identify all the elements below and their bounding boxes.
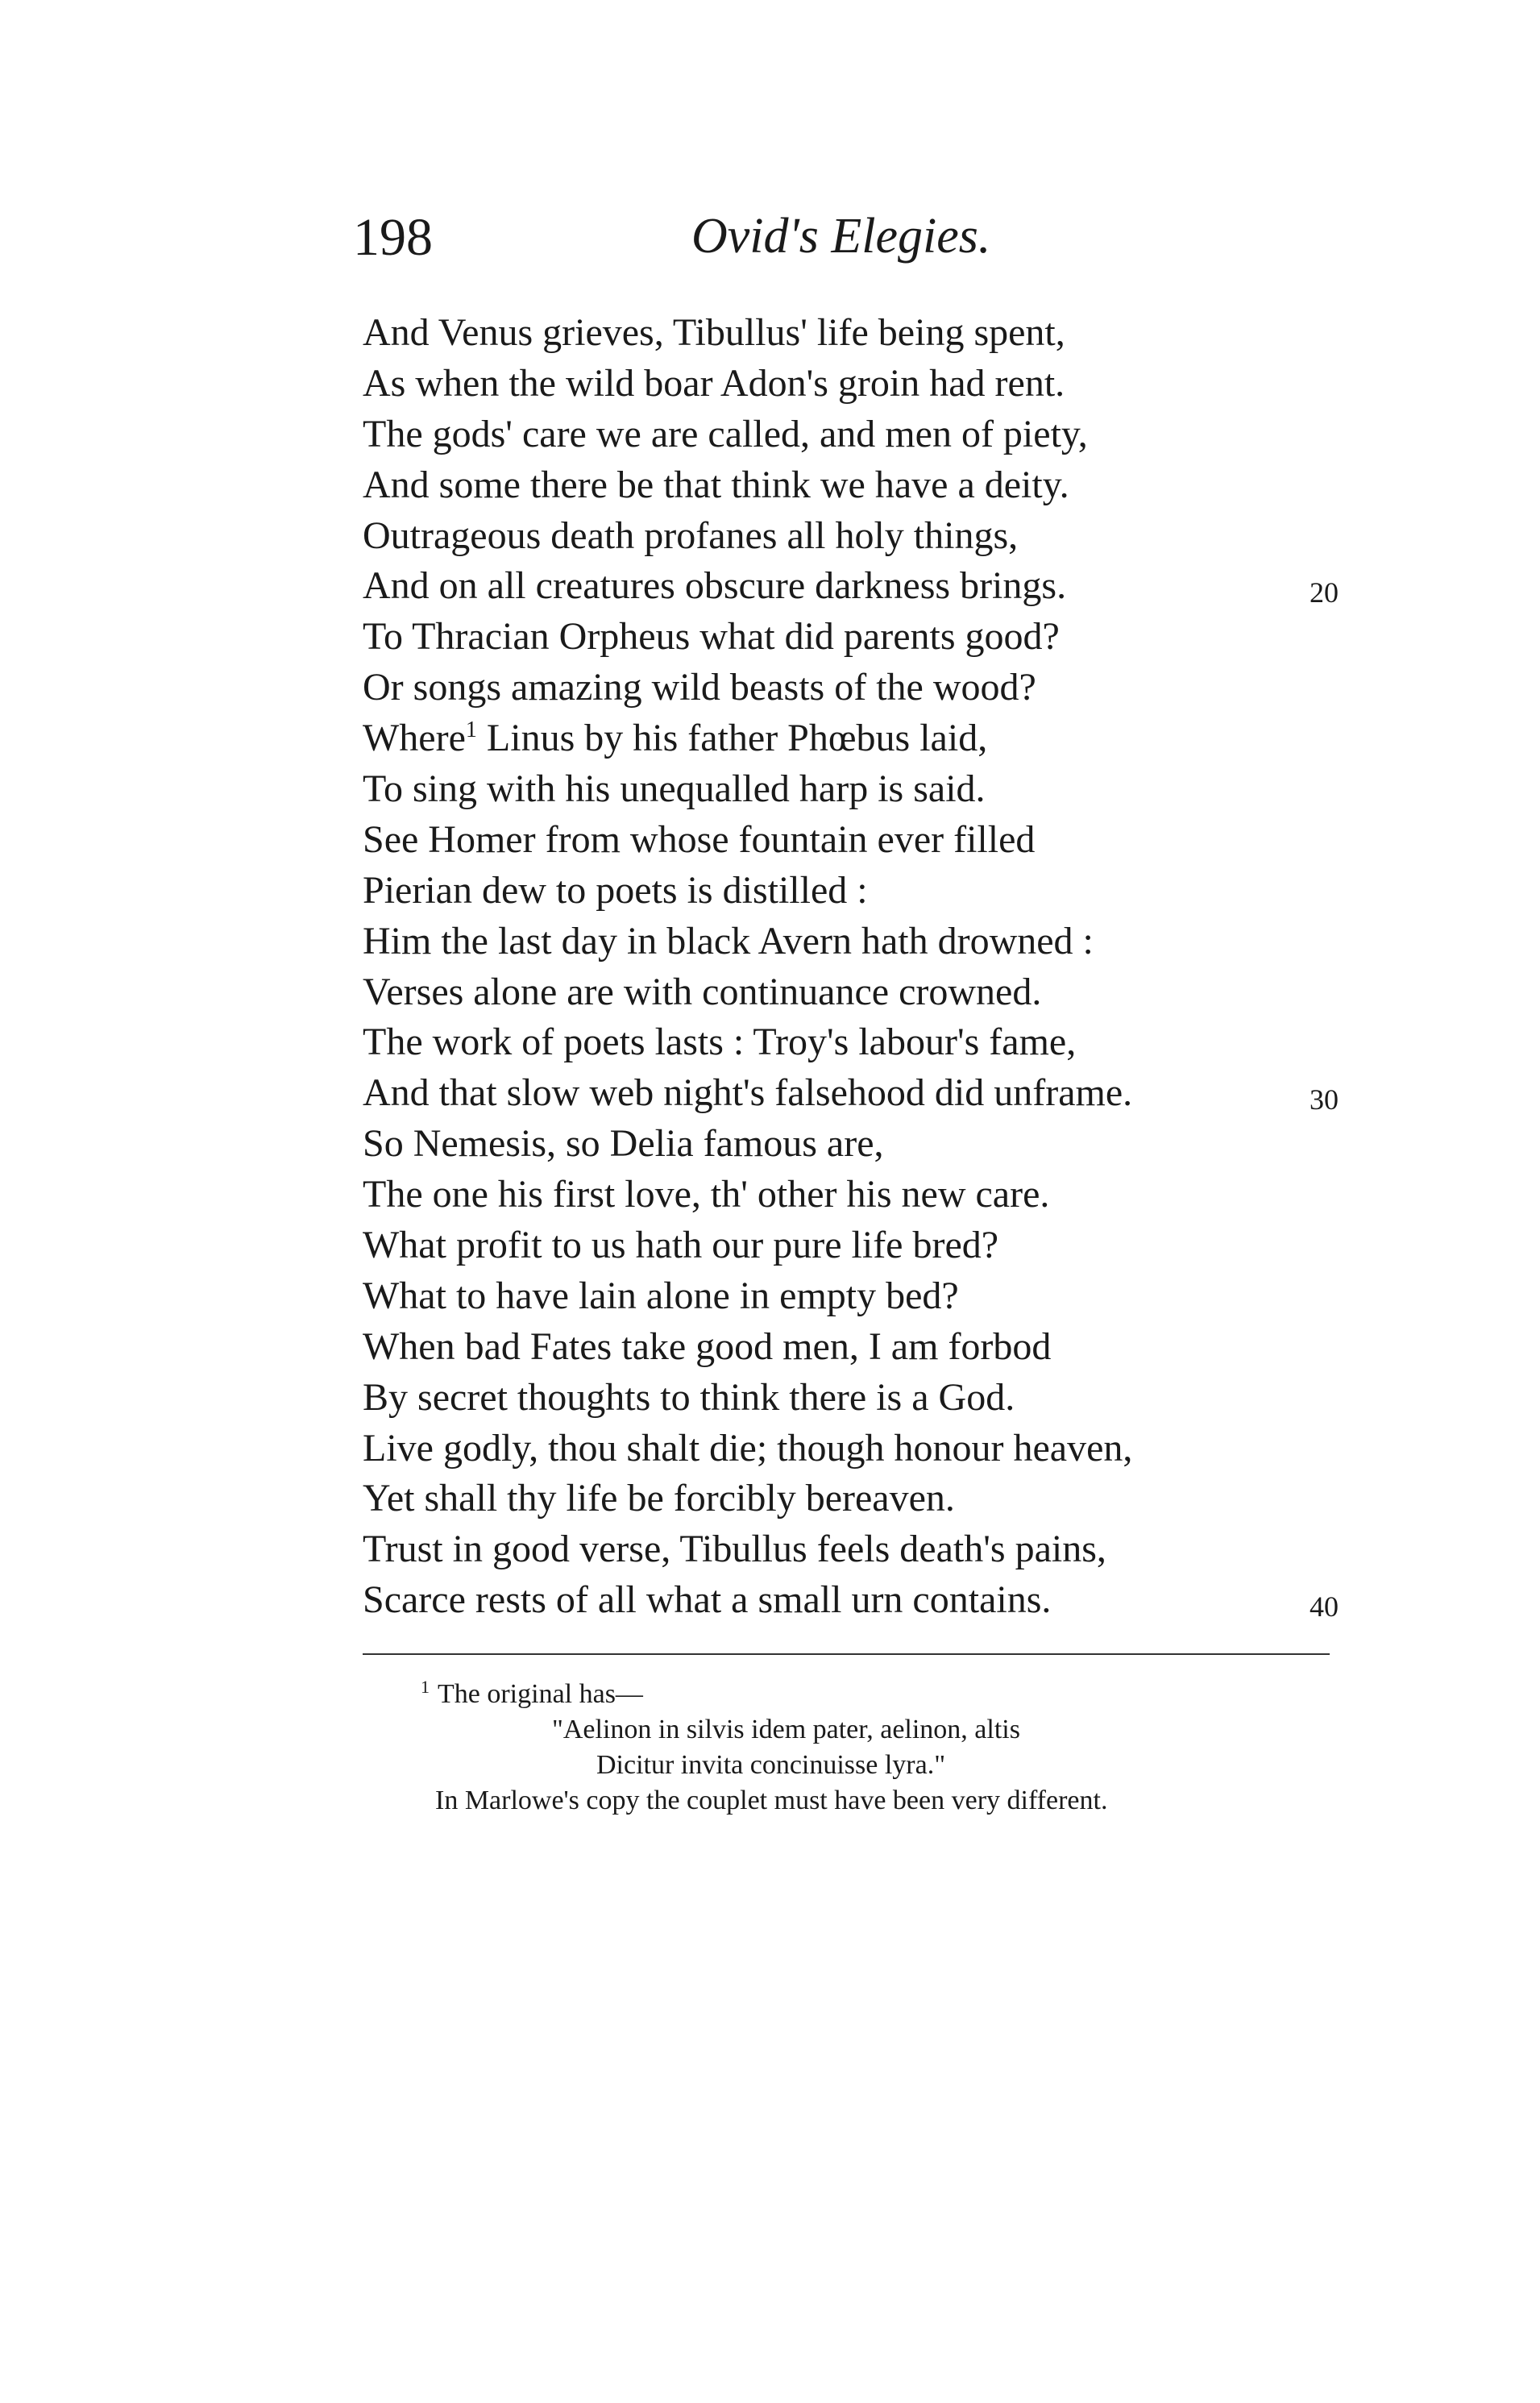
poem-line — [363, 866, 1410, 917]
poem-line-text: The one his first love, th' other his new care. — [363, 1173, 1050, 1216]
poem-line-text: Where — [363, 717, 466, 760]
footnote-divider — [363, 1653, 1330, 1655]
poem-line — [363, 1271, 1410, 1322]
poem-line — [363, 1220, 1410, 1271]
line-number-40: 40 — [1310, 1590, 1339, 1623]
poem-line — [363, 359, 1410, 410]
poem-line — [363, 1373, 1410, 1424]
poem-line — [363, 460, 1410, 511]
poem-line — [363, 764, 1410, 815]
poem-line — [363, 1170, 1410, 1220]
poem-line-text: By secret thoughts to think there is a God. — [363, 1375, 1015, 1419]
poem-line-text-continued: Linus by his father Phœbus laid, — [476, 717, 988, 760]
line-number-30: 30 — [1310, 1083, 1339, 1116]
poem-line — [363, 1322, 1410, 1373]
poem-line — [363, 410, 1410, 460]
poem-line — [363, 713, 1410, 764]
poem-line-text: What to have lain alone in empty bed? — [363, 1274, 959, 1317]
poem-line-text: Verses alone are with continuance crowned. — [363, 970, 1042, 1013]
footnote-comment: In Marlowe's copy the couplet must have been very different. — [435, 1786, 1108, 1815]
poem-line-text: Or songs amazing wild beasts of the wood? — [363, 666, 1036, 709]
poem-line-text: And on all creatures obscure darkness brings. — [363, 564, 1067, 608]
poem-line-text: So Nemesis, so Delia famous are, — [363, 1122, 884, 1166]
running-title: Ovid's Elegies. — [691, 209, 991, 264]
poem-line — [363, 967, 1410, 1018]
poem-line-text: Live godly, thou shalt die; though honour heaven, — [363, 1426, 1133, 1470]
footnote-quote-line: Dicitur invita concinuisse lyra." — [596, 1750, 946, 1780]
footnote-quote-line: "Aelinon in silvis idem pater, aelinon, altis — [552, 1715, 1020, 1744]
poem-line — [363, 511, 1410, 562]
poem-line — [363, 612, 1410, 663]
footnote-intro — [363, 1677, 1410, 1712]
poem-line-text: And that slow web night's falsehood did unframe. — [363, 1071, 1133, 1115]
poem-line-text: To sing with his unequalled harp is said. — [363, 767, 986, 811]
poem-line — [363, 1524, 1410, 1575]
footnote-marker: 1 — [421, 1676, 430, 1697]
poem-line — [363, 561, 1410, 612]
poem-line-text: See Homer from whose fountain ever filled — [363, 817, 1036, 861]
poem — [363, 308, 1410, 1626]
poem-line — [363, 1068, 1410, 1119]
poem-line — [363, 1424, 1410, 1474]
poem-line-text: To Thracian Orpheus what did parents good? — [363, 615, 1060, 659]
page-number: 198 — [353, 208, 433, 267]
poem-line-text: When bad Fates take good men, I am forbod — [363, 1324, 1052, 1368]
poem-line-text: As when the wild boar Adon's groin had rent. — [363, 361, 1065, 405]
footnotes — [363, 1677, 1410, 1819]
line-number-20: 20 — [1310, 576, 1339, 609]
poem-line-text: And some there be that think we have a deity. — [363, 463, 1069, 506]
footnote-reference: 1 — [465, 717, 477, 743]
poem-line — [363, 1119, 1410, 1170]
poem-line-text: The gods' care we are called, and men of piety, — [363, 412, 1088, 455]
poem-line-text: Yet shall thy life be forcibly bereaven. — [363, 1477, 955, 1520]
footnote-intro-text: The original has— — [438, 1679, 643, 1709]
poem-line — [363, 308, 1410, 359]
poem-line-text: Him the last day in black Avern hath drowned : — [363, 919, 1094, 962]
poem-line — [363, 1575, 1410, 1626]
poem-line — [363, 1017, 1410, 1068]
poem-line — [363, 663, 1410, 713]
poem-line — [363, 917, 1410, 967]
poem-line — [363, 815, 1410, 866]
poem-line — [363, 1474, 1410, 1524]
poem-line-text: The work of poets lasts : Troy's labour's fame, — [363, 1021, 1077, 1064]
poem-line-text: What profit to us hath our pure life bred? — [363, 1224, 999, 1267]
poem-line-text: Pierian dew to poets is distilled : — [363, 868, 868, 912]
poem-line-text: And Venus grieves, Tibullus' life being spent, — [363, 311, 1065, 354]
poem-line-text: Scarce rests of all what a small urn contains. — [363, 1578, 1052, 1622]
poem-line-text: Trust in good verse, Tibullus feels death's pains, — [363, 1528, 1106, 1571]
poem-line-text: Outrageous death profanes all holy things, — [363, 513, 1019, 557]
